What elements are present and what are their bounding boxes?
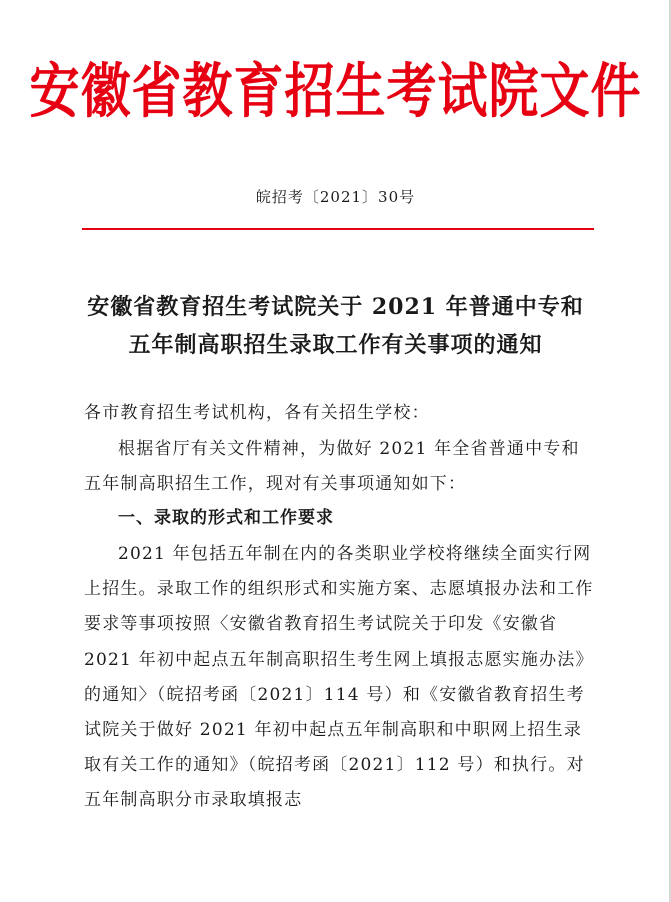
red-divider-line — [82, 228, 594, 230]
salutation: 各市教育招生考试机构，各有关招生学校： — [84, 403, 430, 423]
paragraph-section-1: 2021 年包括五年制在内的各类职业学校将继续全面实行网上招生。录取工作的组织形式和实施方案、志愿填报办法和工作要求等事项按照〈安徽省教育招生考试院关于印发《安徽省 2021 年初中起点五年制高职招生考生网上填报志愿实施办法》的通知〉（皖招考函〔2021〕114 号）和《安徽省教育招生考试院关于做好 2021 年初中起点五年制高职和中职网上招生录取有关工作的通知》（皖招考函〔2021〕112 号）和执行。对五年制高职分市录取填报志 — [84, 544, 594, 811]
paragraph-intro: 根据省厅有关文件精神，为做好 2021 年全省普通中专和五年制高职招生工作，现对有关事项通知如下： — [84, 439, 580, 495]
notice-title-line-1: 安徽省教育招生考试院关于 2021 年普通中专和 — [87, 294, 584, 320]
notice-title-line-2: 五年制高职招生录取工作有关事项的通知 — [128, 332, 543, 358]
document-number: 皖招考〔2021〕30号 — [255, 188, 416, 206]
document-header-title: 安徽省教育招生考试院文件 — [29, 56, 642, 126]
section-heading-1: 一、录取的形式和工作要求 — [118, 508, 334, 528]
